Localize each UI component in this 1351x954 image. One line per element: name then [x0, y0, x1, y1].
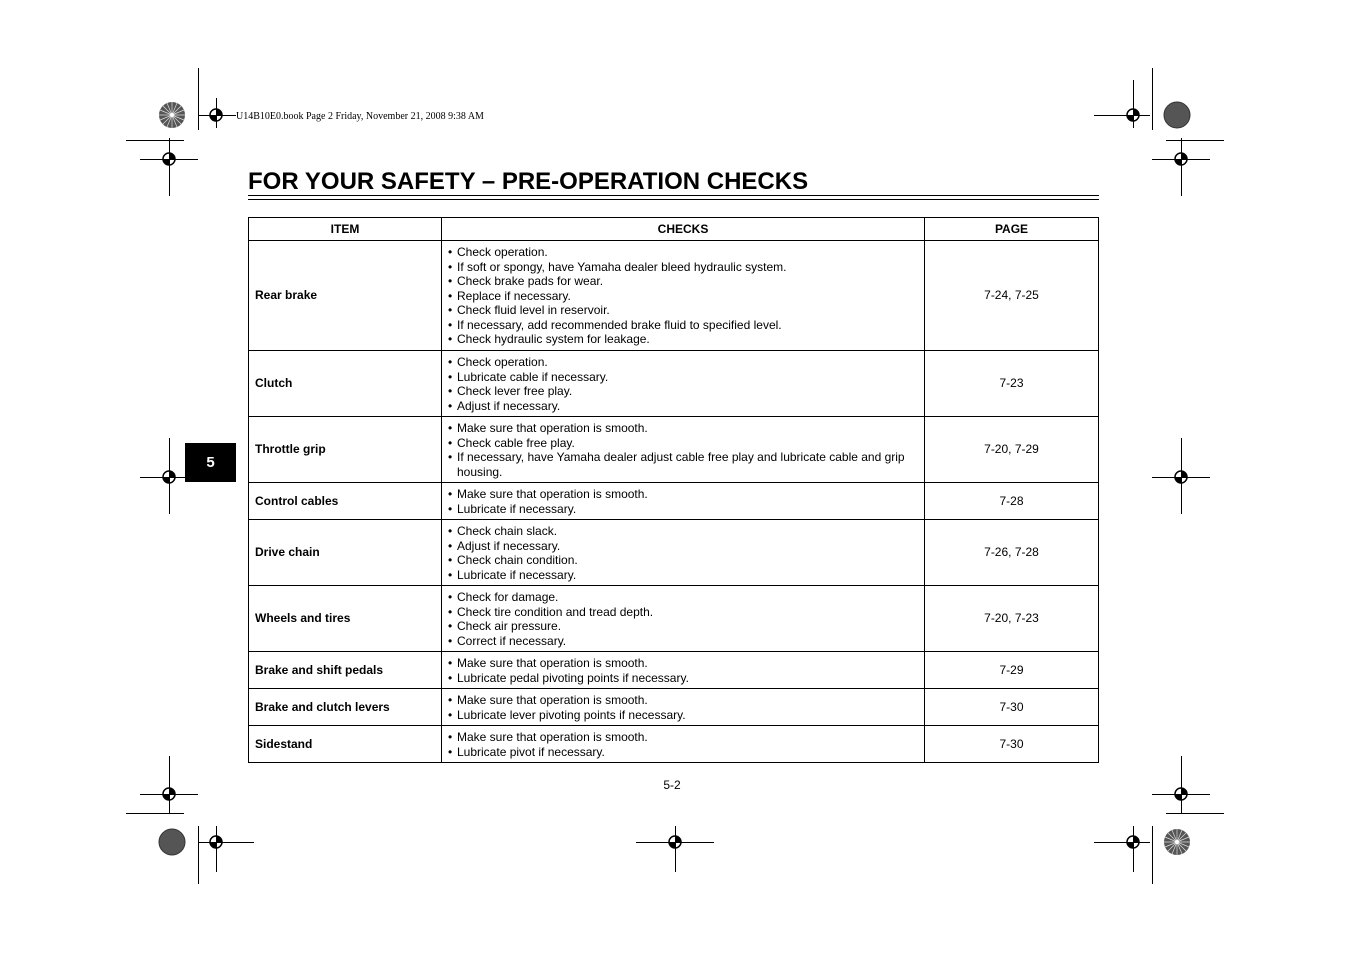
check-item: • Correct if necessary.: [448, 634, 916, 649]
crop-line: [1166, 140, 1224, 141]
registration-mark-icon: [665, 832, 685, 852]
registration-mark-icon: [1123, 105, 1143, 125]
page-ref-cell: 7-30: [925, 726, 1099, 763]
title-rule: [248, 199, 1099, 200]
page-ref-cell: 7-20, 7-23: [925, 586, 1099, 652]
checks-cell: [442, 652, 925, 689]
checks-list: [448, 355, 916, 413]
print-header-meta: U14B10E0.book Page 2 Friday, November 21, 2008 9:38 AM: [236, 111, 484, 122]
item-cell: Brake and clutch levers: [249, 689, 442, 726]
checks-cell: [442, 241, 925, 351]
registration-mark-icon: [1171, 467, 1191, 487]
page-ref-cell: 7-28: [925, 483, 1099, 520]
crop-line: [1166, 813, 1224, 814]
page-ref-cell: 7-26, 7-28: [925, 520, 1099, 586]
registration-mark-icon: [159, 149, 179, 169]
check-item: • Make sure that operation is smooth.: [448, 487, 916, 502]
check-item: • Lubricate if necessary.: [448, 568, 916, 583]
check-item: • Make sure that operation is smooth.: [448, 693, 916, 708]
item-cell: Sidestand: [249, 726, 442, 763]
crop-line: [1152, 68, 1153, 130]
page-ref-cell: 7-30: [925, 689, 1099, 726]
page-number: 5-2: [663, 778, 681, 792]
pre-operation-checks-table: [248, 217, 1099, 763]
page-ref-cell: 7-24, 7-25: [925, 241, 1099, 351]
check-item: • Lubricate pedal pivoting points if necessary.: [448, 671, 916, 686]
column-header-item: ITEM: [249, 218, 442, 241]
check-item: • Check air pressure.: [448, 619, 916, 634]
item-cell: Brake and shift pedals: [249, 652, 442, 689]
check-item: • Check lever free play.: [448, 384, 916, 399]
registration-mark-icon: [206, 832, 226, 852]
item-cell: Throttle grip: [249, 417, 442, 483]
table-row: [249, 520, 1099, 586]
checks-cell: [442, 483, 925, 520]
page-ref-cell: 7-29: [925, 652, 1099, 689]
column-header-checks: CHECKS: [442, 218, 925, 241]
check-item: • Check cable free play.: [448, 436, 916, 451]
check-item: • Make sure that operation is smooth.: [448, 656, 916, 671]
checks-list: [448, 421, 916, 479]
check-item: • Check chain slack.: [448, 524, 916, 539]
registration-mark-icon: [1123, 832, 1143, 852]
page-ref-cell: 7-20, 7-29: [925, 417, 1099, 483]
check-item: • Make sure that operation is smooth.: [448, 730, 916, 745]
check-item: • Make sure that operation is smooth.: [448, 421, 916, 436]
item-cell: Rear brake: [249, 241, 442, 351]
checks-list: [448, 730, 916, 759]
check-item: • Check operation.: [448, 355, 916, 370]
registration-mark-icon: [206, 105, 226, 125]
crop-line: [126, 140, 184, 141]
check-item: • Lubricate lever pivoting points if necessary.: [448, 708, 916, 723]
check-item: • If necessary, have Yamaha dealer adjust cable free play and lubricate cable and grip housing.: [448, 450, 916, 479]
checks-list: [448, 245, 916, 347]
check-item: • Lubricate cable if necessary.: [448, 370, 916, 385]
page-ref-cell: 7-23: [925, 351, 1099, 417]
check-item: • Adjust if necessary.: [448, 399, 916, 414]
table-row: [249, 652, 1099, 689]
registration-mark-icon: [1171, 149, 1191, 169]
check-item: • Check brake pads for wear.: [448, 274, 916, 289]
crop-line: [198, 68, 199, 130]
table-row: [249, 689, 1099, 726]
item-cell: Clutch: [249, 351, 442, 417]
checks-cell: [442, 351, 925, 417]
registration-mark-icon: [1171, 784, 1191, 804]
table-row: [249, 726, 1099, 763]
check-item: • Replace if necessary.: [448, 289, 916, 304]
sunburst-mark-icon: [1163, 828, 1191, 856]
check-item: • Check chain condition.: [448, 553, 916, 568]
checks-list: [448, 524, 916, 582]
checks-cell: [442, 586, 925, 652]
registration-mark-icon: [159, 784, 179, 804]
table-row: [249, 241, 1099, 351]
sunburst-mark-icon: [158, 828, 186, 856]
checks-cell: [442, 417, 925, 483]
sunburst-mark-icon: [158, 101, 186, 129]
check-item: • Check fluid level in reservoir.: [448, 303, 916, 318]
crop-line: [126, 813, 184, 814]
checks-list: [448, 487, 916, 516]
table-row: [249, 351, 1099, 417]
table-header-row: [249, 218, 1099, 241]
registration-mark-icon: [159, 467, 179, 487]
check-item: • Adjust if necessary.: [448, 539, 916, 554]
title-rule: [248, 195, 1099, 196]
check-item: • Lubricate pivot if necessary.: [448, 745, 916, 760]
check-item: • If soft or spongy, have Yamaha dealer bleed hydraulic system.: [448, 260, 916, 275]
sunburst-mark-icon: [1163, 101, 1191, 129]
check-item: • Check hydraulic system for leakage.: [448, 332, 916, 347]
checks-cell: [442, 689, 925, 726]
item-cell: Drive chain: [249, 520, 442, 586]
item-cell: Control cables: [249, 483, 442, 520]
table-row: [249, 586, 1099, 652]
crop-line: [198, 826, 199, 884]
table-row: [249, 483, 1099, 520]
check-item: • Check for damage.: [448, 590, 916, 605]
checks-list: [448, 656, 916, 685]
checks-cell: [442, 726, 925, 763]
check-item: • Check operation.: [448, 245, 916, 260]
checks-list: [448, 590, 916, 648]
table-row: [249, 417, 1099, 483]
page-title: FOR YOUR SAFETY – PRE-OPERATION CHECKS: [248, 168, 809, 195]
chapter-tab: 5: [185, 443, 236, 482]
check-item: • If necessary, add recommended brake fluid to specified level.: [448, 318, 916, 333]
check-item: • Check tire condition and tread depth.: [448, 605, 916, 620]
checks-list: [448, 693, 916, 722]
item-cell: Wheels and tires: [249, 586, 442, 652]
checks-cell: [442, 520, 925, 586]
table-body: [249, 241, 1099, 763]
check-item: • Lubricate if necessary.: [448, 502, 916, 517]
column-header-page: PAGE: [925, 218, 1099, 241]
crop-line: [1152, 826, 1153, 884]
